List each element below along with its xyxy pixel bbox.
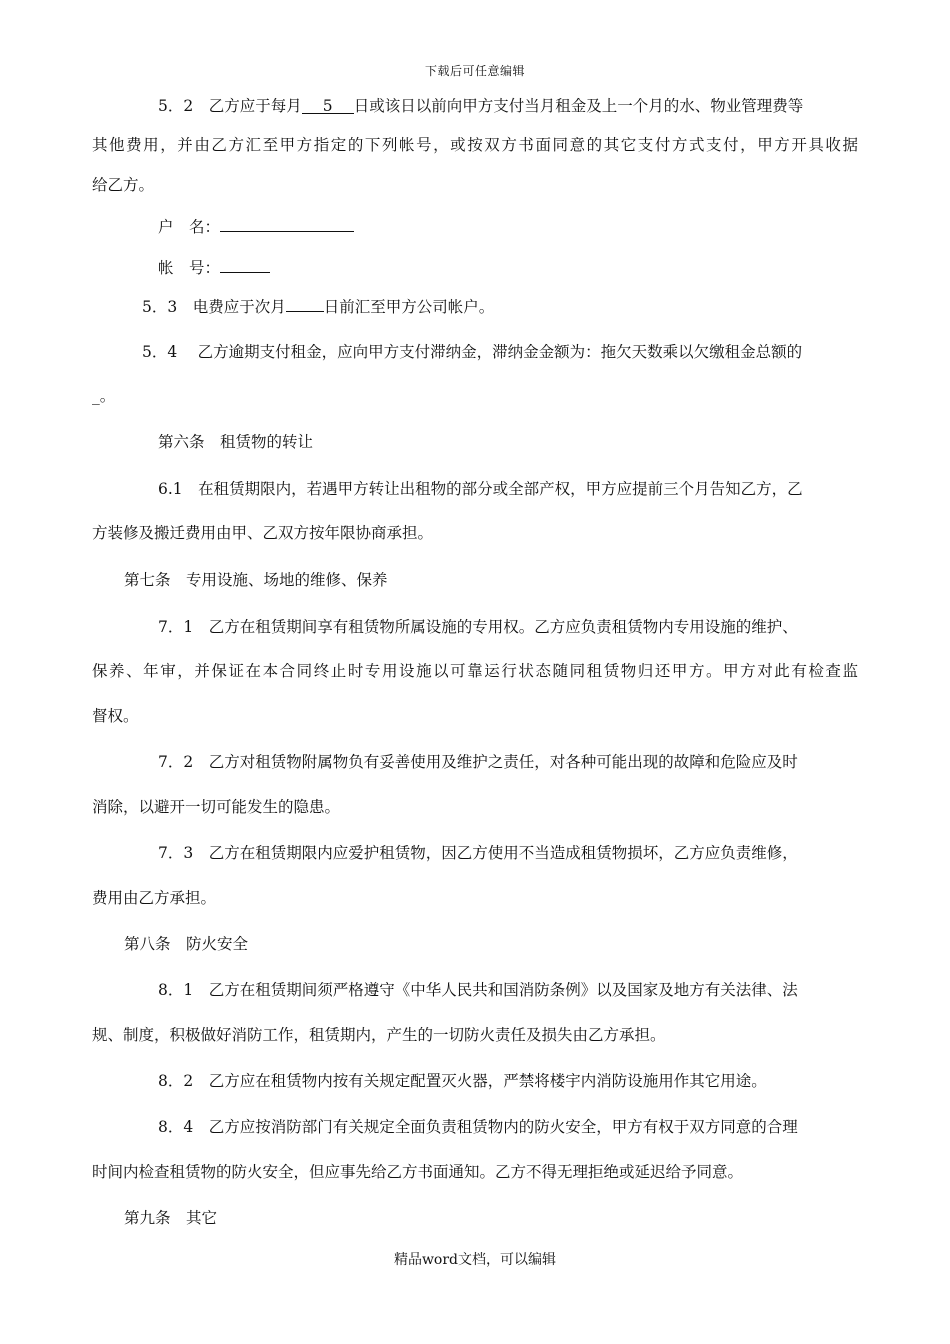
- clause-5-2-line-2: 其他费用，并由乙方汇至甲方指定的下列帐号，或按双方书面同意的其它支付方式支付，甲方开具收据: [92, 136, 858, 154]
- account-number-label: 帐 号：: [158, 259, 221, 277]
- account-number-line: [158, 255, 270, 278]
- clause-5-2-suffix: 日或该日以前向甲方支付当月租金及上一个月的水、物业管理费等: [353, 97, 804, 115]
- account-name-blank: [220, 214, 354, 232]
- clause-5-4-line-2: _。: [92, 387, 116, 405]
- account-number-blank: [220, 255, 270, 273]
- clause-8-2: 8．2 乙方应在租赁物内按有关规定配置灭火器，严禁将楼宇内消防设施用作其它用途。: [158, 1072, 767, 1090]
- article-7-heading: 第七条 专用设施、场地的维修、保养: [124, 571, 388, 589]
- account-name-label: 户 名：: [158, 218, 221, 236]
- clause-5-3-suffix: 日前汇至甲方公司帐户。: [323, 298, 495, 316]
- clause-6-1-line-2: 方装修及搬迁费用由甲、乙双方按年限协商承担。: [92, 524, 434, 542]
- clause-7-1-line-2: 保养、年审，并保证在本合同终止时专用设施以可靠运行状态随同租赁物归还甲方。甲方对此有检查监: [92, 662, 858, 680]
- article-6-heading: 第六条 租赁物的转让: [158, 433, 314, 451]
- article-8-heading: 第八条 防火安全: [124, 935, 249, 953]
- page-header: 下载后可任意编辑: [424, 64, 525, 78]
- clause-7-2-line-2: 消除，以避开一切可能发生的隐患。: [92, 798, 341, 816]
- clause-5-3: [142, 294, 494, 317]
- clause-6-1-line-1: 6.1 在租赁期限内，若遇甲方转让出租物的部分或全部产权，甲方应提前三个月告知乙方，乙: [158, 480, 803, 498]
- clause-5-2-line-1: [158, 96, 803, 116]
- article-9-heading: 第九条 其它: [124, 1209, 218, 1227]
- clause-7-3-line-1: 7．3 乙方在租赁期限内应爱护租赁物，因乙方使用不当造成租赁物损坏，乙方应负责维修，: [158, 844, 798, 862]
- payment-day-blank: 5: [302, 96, 354, 114]
- page-footer: 精品word文档，可以编辑: [393, 1252, 557, 1268]
- clause-7-1-line-3: 督权。: [92, 707, 139, 725]
- clause-8-4-line-2: 时间内检查租赁物的防火安全，但应事先给乙方书面通知。乙方不得无理拒绝或延迟给予同意。: [92, 1163, 744, 1181]
- clause-8-4-line-1: 8．4 乙方应按消防部门有关规定全面负责租赁物内的防火安全，甲方有权于双方同意的合理: [158, 1118, 798, 1136]
- clause-8-1-line-2: 规、制度，积极做好消防工作，租赁期内，产生的一切防火责任及损失由乙方承担。: [92, 1026, 666, 1044]
- electricity-day-blank: [286, 294, 324, 312]
- clause-7-3-line-2: 费用由乙方承担。: [92, 889, 217, 907]
- clause-5-3-prefix: 5．3 电费应于次月: [142, 298, 286, 316]
- clause-5-2-line-3: 给乙方。: [92, 176, 155, 194]
- clause-7-1-line-1: 7．1 乙方在租赁期间享有租赁物所属设施的专用权。乙方应负责租赁物内专用设施的维护、: [158, 618, 798, 636]
- clause-5-2-prefix: 5．2 乙方应于每月: [158, 97, 302, 115]
- clause-7-2-line-1: 7．2 乙方对租赁物附属物负有妥善使用及维护之责任，对各种可能出现的故障和危险应及时: [158, 753, 798, 771]
- account-name-line: [158, 214, 354, 237]
- clause-8-1-line-1: 8．1 乙方在租赁期间须严格遵守《中华人民共和国消防条例》以及国家及地方有关法律、法: [158, 981, 798, 999]
- clause-5-4-line-1: 5．4 乙方逾期支付租金，应向甲方支付滞纳金，滞纳金金额为：拖欠天数乘以欠缴租金总额的: [142, 343, 803, 361]
